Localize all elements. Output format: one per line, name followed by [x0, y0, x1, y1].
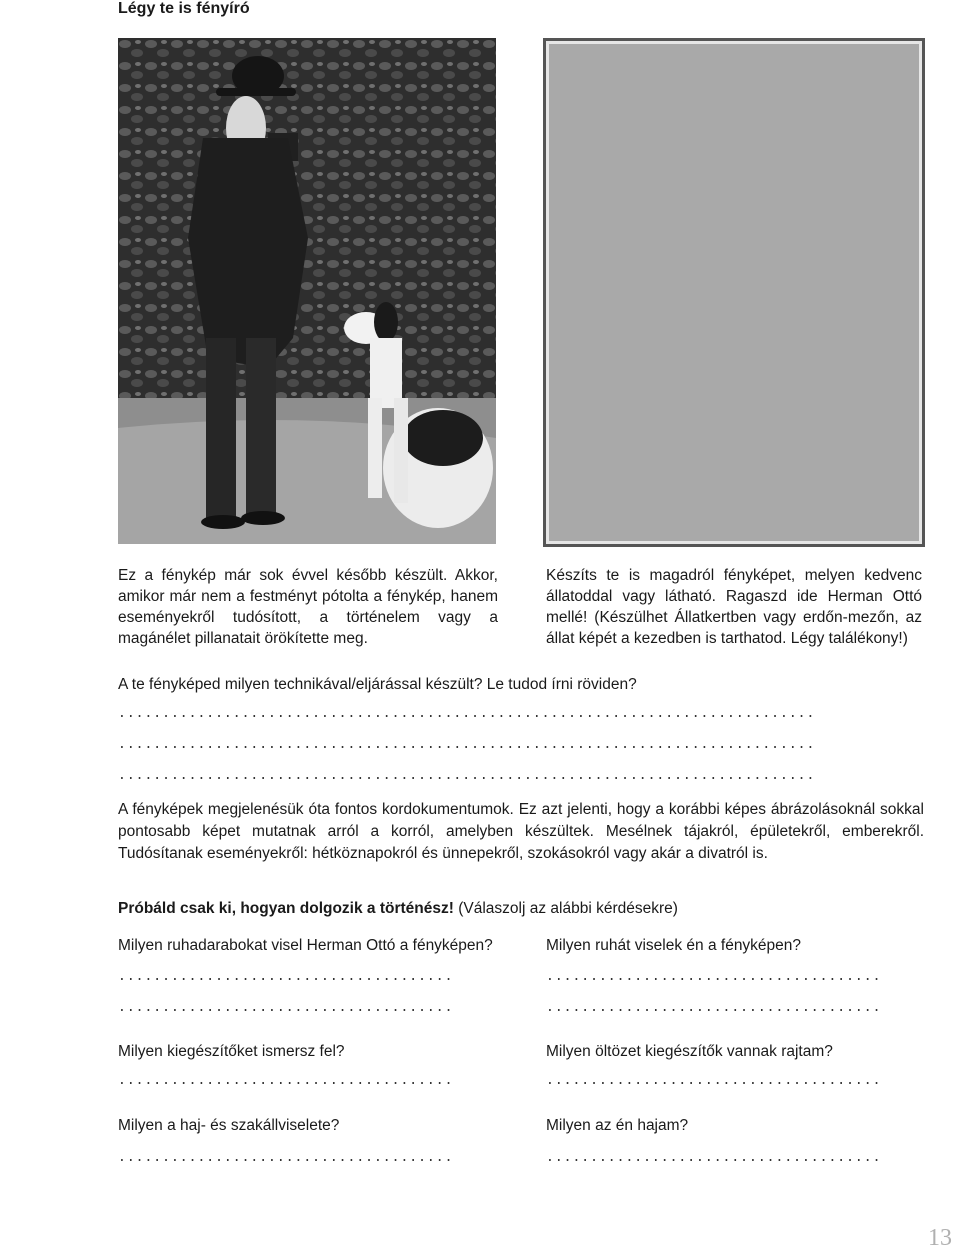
- answer-line[interactable]: ...............................................................................: [118, 768, 816, 783]
- body-paragraph: A fényképek megjelenésük óta fontos kordokumentumok. Ez azt jelenti, hogy a korábbi képes ábrázolásoknál sokkal pontosabb képet mutatnak arról a korról, amelyben készültek. Mesélnek tájakról, épületekről, emberekről. Tudósítanak eseményekről: hétköznapokról és ünnepekről, szokásokról vagy akár a divatról is.: [118, 801, 924, 862]
- photo-illustration: [118, 38, 496, 544]
- page-title: Légy te is fényíró: [118, 0, 250, 17]
- answer-line[interactable]: ......................................: [546, 969, 882, 984]
- question-right-3: Milyen az én hajam?: [546, 1117, 689, 1134]
- herman-otto-photo: [118, 38, 496, 544]
- answer-line[interactable]: ......................................: [546, 1073, 882, 1088]
- photo-placeholder-frame: [543, 38, 925, 547]
- question-right-1: Milyen ruhát viselek én a fényképen?: [546, 937, 802, 954]
- answer-line[interactable]: ...............................................................................: [118, 737, 816, 752]
- historian-heading-rest: (Válaszolj az alábbi kérdésekre): [453, 900, 678, 917]
- photo-caption-left: Ez a fénykép már sok évvel később készült. Akkor, amikor már nem a festményt pótolta a fénykép, hanem eseményekről tudósított, a történelem vagy a magánélet pillanatait örökítette meg.: [118, 567, 498, 647]
- page-number: 13: [928, 1225, 952, 1251]
- question-left-2: Milyen kiegészítőket ismersz fel?: [118, 1043, 345, 1060]
- question-left-1: Milyen ruhadarabokat visel Herman Ottó a fényképen?: [118, 937, 493, 954]
- answer-line[interactable]: ...............................................................................: [118, 706, 816, 721]
- answer-line[interactable]: ......................................: [546, 1150, 882, 1165]
- question-right-2: Milyen öltözet kiegészítők vannak rajtam?: [546, 1043, 833, 1060]
- answer-line[interactable]: ......................................: [546, 1000, 882, 1015]
- answer-line[interactable]: ......................................: [118, 1150, 454, 1165]
- question-technique: A te fényképed milyen technikával/eljárással készült? Le tudod írni röviden?: [118, 676, 637, 693]
- photo-caption-right: Készíts te is magadról fényképet, melyen kedvenc állatoddal vagy látható. Ragaszd ide Herman Ottó mellé! (Készülhet Állatkertben vagy erdőn-mezőn, az állat képét a kezedben is tarthatod. Légy találékony!): [546, 567, 922, 647]
- answer-line[interactable]: ......................................: [118, 969, 454, 984]
- question-left-3: Milyen a haj- és szakállviselete?: [118, 1117, 340, 1134]
- historian-heading-bold: Próbáld csak ki, hogyan dolgozik a történész!: [118, 900, 454, 917]
- answer-line[interactable]: ......................................: [118, 1000, 454, 1015]
- historian-heading: [118, 900, 678, 918]
- answer-line[interactable]: ......................................: [118, 1073, 454, 1088]
